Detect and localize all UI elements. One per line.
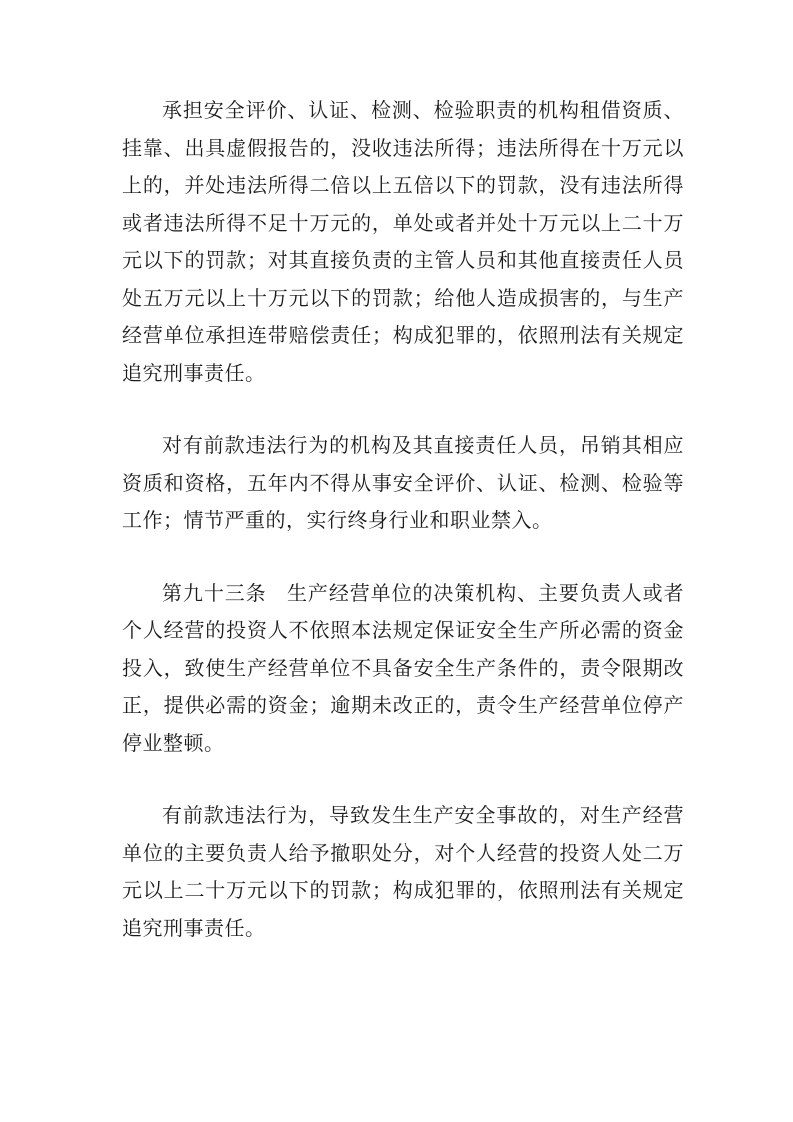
paragraph: 有前款违法行为，导致发生生产安全事故的，对生产经营单位的主要负责人给予撤职处分，对个人经营的投资人处二万元以上二十万元以下的罚款；构成犯罪的，依照刑法有关规定追究刑事责任。 <box>122 803 684 940</box>
article-number: 第九十三条 <box>162 580 267 605</box>
paragraph: 承担安全评价、认证、检测、检验职责的机构租借资质、挂靠、出具虚假报告的，没收违法所得；违法所得在十万元以上的，并处违法所得二倍以上五倍以下的罚款，没有违法所得或者违法所得不足十万元的，单处或者并处十万元以上二十万元以下的罚款；对其直接负责的主管人员和其他直接责任人员处五万元以上十万元以下的罚款；给他人造成损害的，与生产经营单位承担连带赔偿责任；构成犯罪的，依照刑法有关规定追究刑事责任。 <box>122 98 684 385</box>
article-text: 生产经营单位的决策机构、主要负责人或者个人经营的投资人不依照本法规定保证安全生产所必需的资金投入，致使生产经营单位不具备安全生产条件的，责令限期改正，提供必需的资金；逾期未改正的，责令生产经营单位停产停业整顿。 <box>122 580 685 755</box>
paragraph: 对有前款违法行为的机构及其直接责任人员，吊销其相应资质和资格，五年内不得从事安全评价、认证、检测、检验等工作；情节严重的，实行终身行业和职业禁入。 <box>122 433 684 532</box>
document-body <box>122 92 684 982</box>
article-paragraph <box>122 575 684 763</box>
